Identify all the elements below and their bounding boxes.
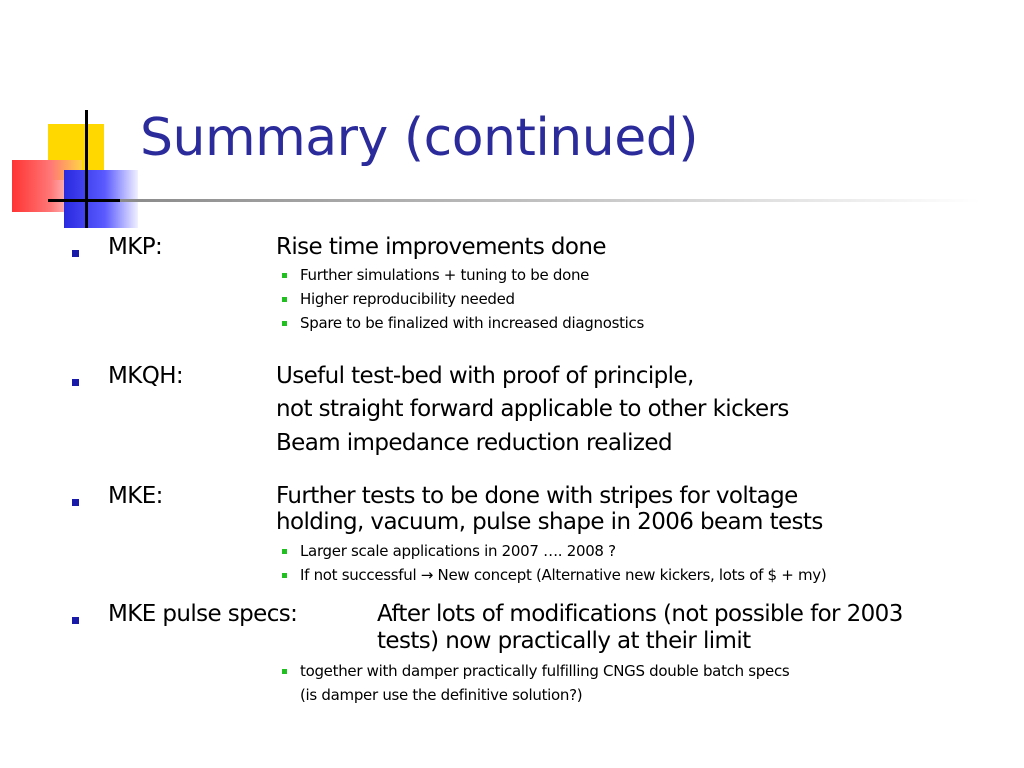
item-text: After lots of modifications (not possible for 2003 xyxy=(377,601,903,627)
item-text: tests) now practically at their limit xyxy=(377,628,751,654)
item-label-mkqh: MKQH: xyxy=(108,363,184,389)
bullet-icon xyxy=(72,499,79,506)
sub-bullet-icon xyxy=(282,549,287,554)
logo-horizontal-line xyxy=(48,199,124,202)
sub-item-text: Spare to be finalized with increased diagnostics xyxy=(300,314,645,332)
item-text: not straight forward applicable to other kickers xyxy=(276,396,789,422)
item-label-mke: MKE: xyxy=(108,483,163,509)
decorative-squares-logo xyxy=(0,0,140,240)
sub-bullet-icon xyxy=(282,321,287,326)
item-text: Useful test-bed with proof of principle, xyxy=(276,363,694,389)
item-text: Rise time improvements done xyxy=(276,234,606,260)
bullet-icon xyxy=(72,617,79,624)
slide-title: Summary (continued) xyxy=(140,108,699,168)
sub-item-text: (is damper use the definitive solution?) xyxy=(300,686,583,704)
item-text: Further tests to be done with stripes for voltage xyxy=(276,483,798,509)
sub-item-text: Higher reproducibility needed xyxy=(300,290,515,308)
sub-bullet-icon xyxy=(282,573,287,578)
sub-item-text: Larger scale applications in 2007 …. 2008 ? xyxy=(300,542,616,560)
item-label-mkp: MKP: xyxy=(108,234,163,260)
sub-item-text: Further simulations + tuning to be done xyxy=(300,266,590,284)
bullet-icon xyxy=(72,379,79,386)
title-divider xyxy=(120,199,980,202)
sub-bullet-icon xyxy=(282,273,287,278)
item-text: holding, vacuum, pulse shape in 2006 beam tests xyxy=(276,509,823,535)
item-text: Beam impedance reduction realized xyxy=(276,430,672,456)
logo-vertical-line xyxy=(85,110,88,228)
sub-item-text: If not successful → New concept (Alternative new kickers, lots of $ + my) xyxy=(300,566,827,584)
bullet-icon xyxy=(72,250,79,257)
sub-bullet-icon xyxy=(282,669,287,674)
item-label-mke-pulse-specs: MKE pulse specs: xyxy=(108,601,298,627)
sub-item-text: together with damper practically fulfilling CNGS double batch specs xyxy=(300,662,790,680)
sub-bullet-icon xyxy=(282,297,287,302)
